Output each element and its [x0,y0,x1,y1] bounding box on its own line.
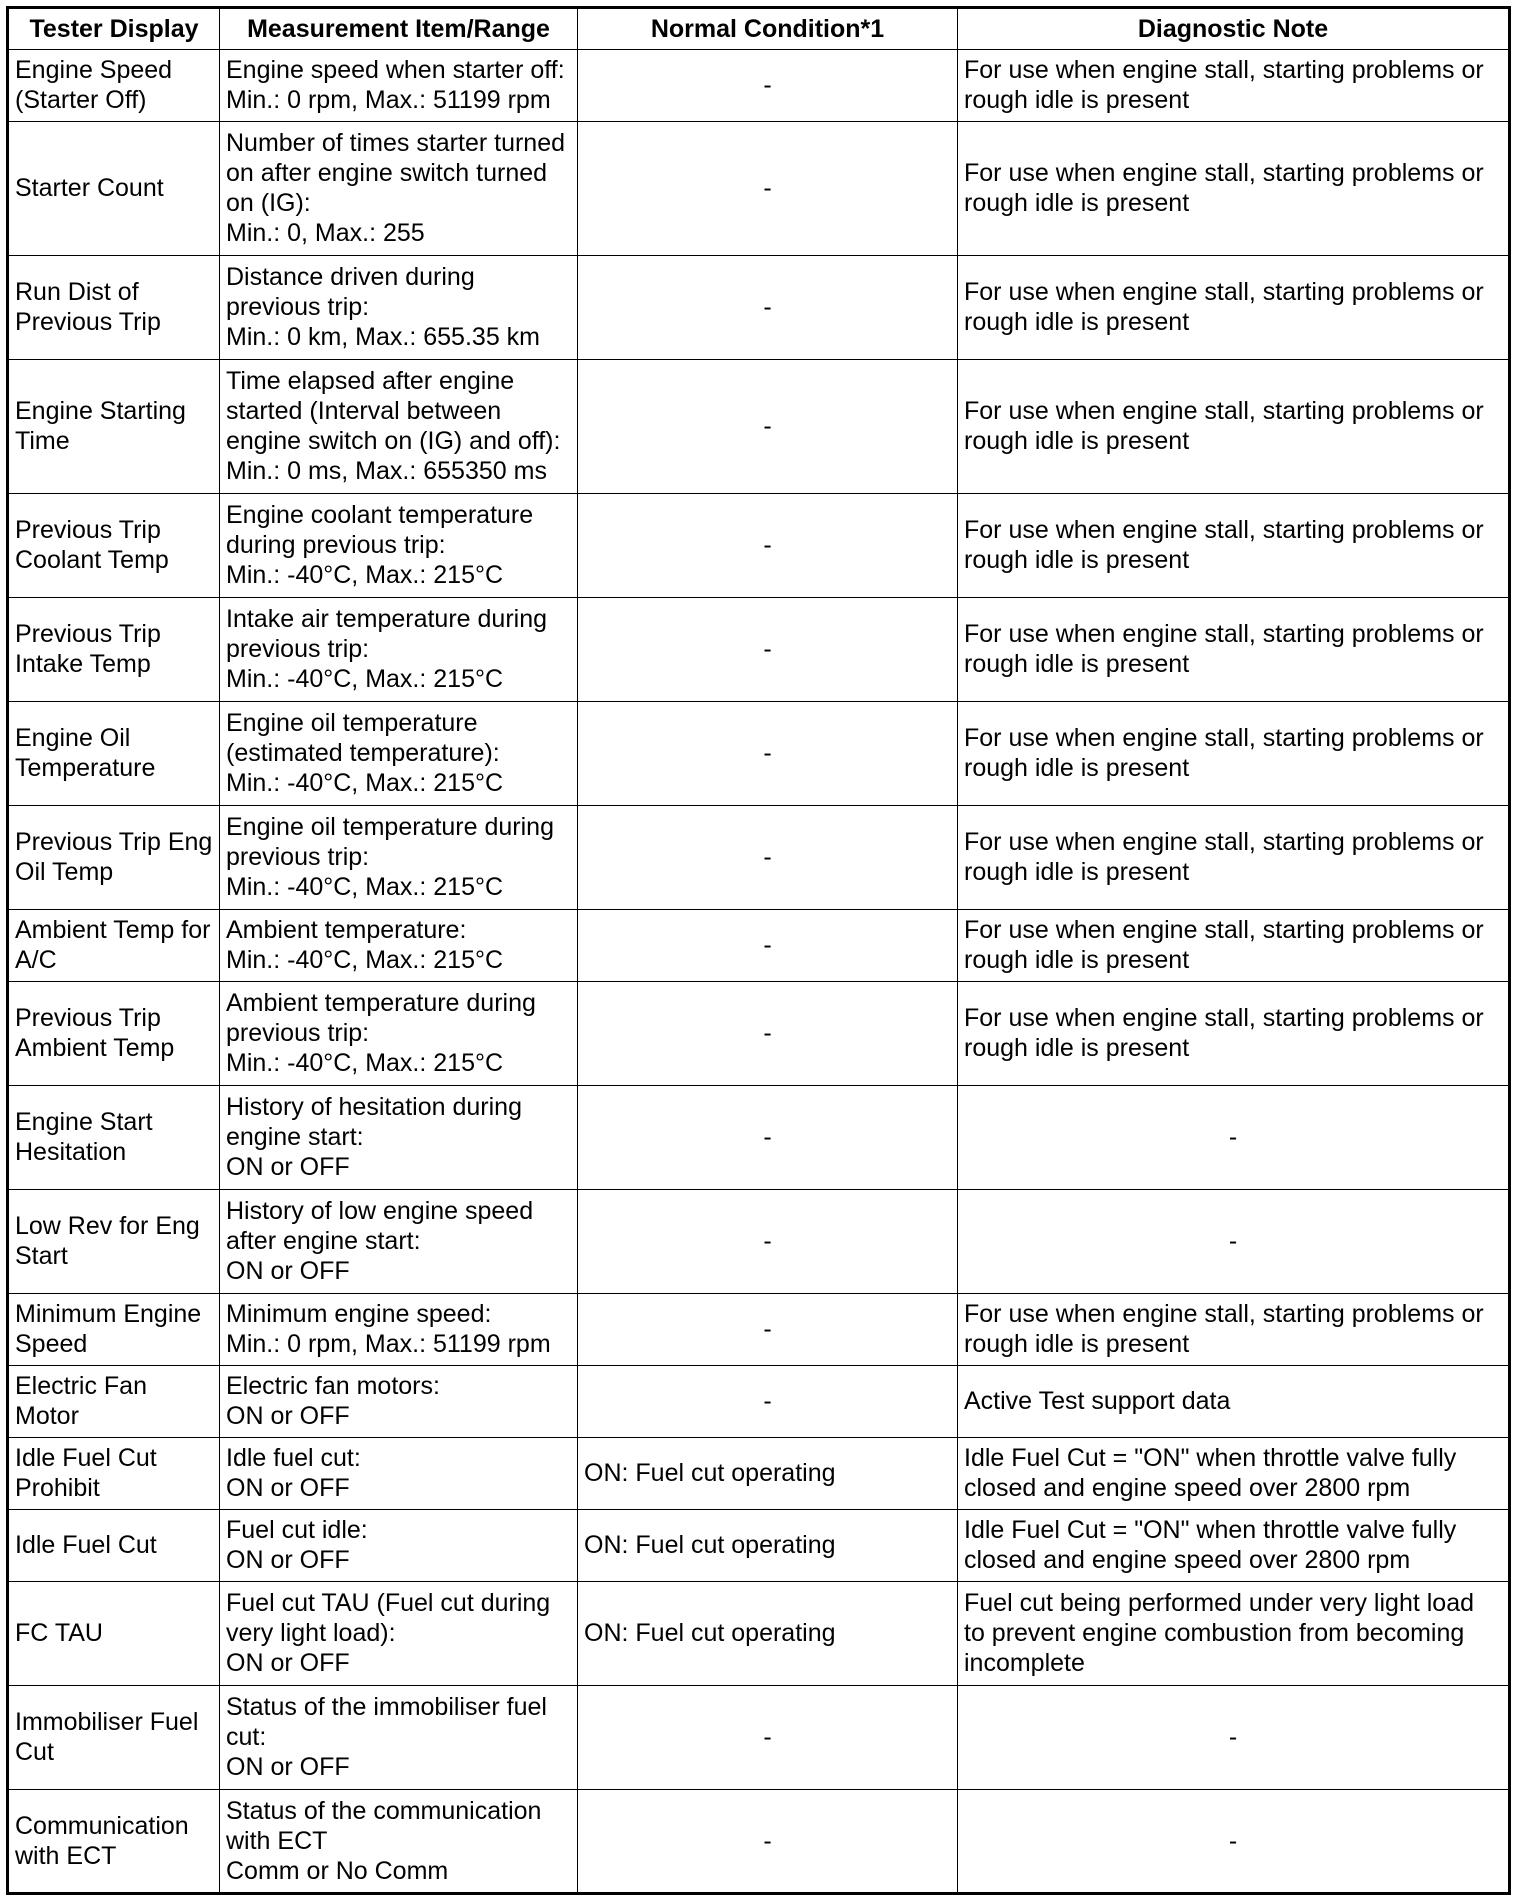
cell-diagnostic-note: - [958,1790,1510,1894]
cell-diagnostic-note: For use when engine stall, starting problems or rough idle is present [958,806,1510,910]
cell-normal-condition: ON: Fuel cut operating [578,1510,958,1582]
cell-diagnostic-note: For use when engine stall, starting problems or rough idle is present [958,702,1510,806]
cell-measurement-range: Minimum engine speed: Min.: 0 rpm, Max.: 51199 rpm [220,1294,578,1366]
table-row [8,1582,1510,1686]
cell-diagnostic-note: - [958,1086,1510,1190]
cell-normal-condition: - [578,256,958,360]
cell-diagnostic-note: Active Test support data [958,1366,1510,1438]
table-row [8,256,1510,360]
cell-normal-condition: - [578,122,958,256]
table-row [8,702,1510,806]
cell-measurement-range: Fuel cut TAU (Fuel cut during very light load): ON or OFF [220,1582,578,1686]
cell-tester-display: Immobiliser Fuel Cut [8,1686,220,1790]
cell-normal-condition: - [578,910,958,982]
cell-tester-display: Engine Oil Temperature [8,702,220,806]
cell-diagnostic-note: Idle Fuel Cut = "ON" when throttle valve fully closed and engine speed over 2800 rpm [958,1438,1510,1510]
cell-normal-condition: - [578,702,958,806]
cell-normal-condition: - [578,494,958,598]
cell-diagnostic-note: For use when engine stall, starting problems or rough idle is present [958,598,1510,702]
cell-measurement-range: Fuel cut idle: ON or OFF [220,1510,578,1582]
table-row [8,1366,1510,1438]
cell-tester-display: Ambient Temp for A/C [8,910,220,982]
table-row [8,1086,1510,1190]
cell-tester-display: Previous Trip Intake Temp [8,598,220,702]
cell-tester-display: Engine Speed (Starter Off) [8,50,220,122]
cell-normal-condition: - [578,1086,958,1190]
table-row [8,1438,1510,1510]
header-diagnostic-note: Diagnostic Note [958,8,1510,50]
cell-normal-condition: - [578,1686,958,1790]
cell-measurement-range: Time elapsed after engine started (Interval between engine switch on (IG) and off): Min.: 0 ms, Max.: 655350 ms [220,360,578,494]
cell-normal-condition: - [578,806,958,910]
table-row [8,598,1510,702]
cell-tester-display: Run Dist of Previous Trip [8,256,220,360]
cell-diagnostic-note: For use when engine stall, starting problems or rough idle is present [958,50,1510,122]
cell-measurement-range: Status of the communication with ECT Comm or No Comm [220,1790,578,1894]
table-row [8,494,1510,598]
cell-tester-display: Previous Trip Eng Oil Temp [8,806,220,910]
cell-measurement-range: Status of the immobiliser fuel cut: ON or OFF [220,1686,578,1790]
cell-tester-display: Idle Fuel Cut [8,1510,220,1582]
cell-diagnostic-note: For use when engine stall, starting problems or rough idle is present [958,256,1510,360]
cell-tester-display: Starter Count [8,122,220,256]
table-row [8,910,1510,982]
cell-tester-display: Communication with ECT [8,1790,220,1894]
cell-normal-condition: - [578,1190,958,1294]
cell-measurement-range: Ambient temperature: Min.: -40°C, Max.: 215°C [220,910,578,982]
cell-tester-display: Electric Fan Motor [8,1366,220,1438]
table-row [8,1510,1510,1582]
cell-measurement-range: History of hesitation during engine start: ON or OFF [220,1086,578,1190]
cell-diagnostic-note: For use when engine stall, starting problems or rough idle is present [958,494,1510,598]
cell-measurement-range: Ambient temperature during previous trip: Min.: -40°C, Max.: 215°C [220,982,578,1086]
table-row [8,122,1510,256]
cell-tester-display: Minimum Engine Speed [8,1294,220,1366]
cell-tester-display: FC TAU [8,1582,220,1686]
table-row [8,1190,1510,1294]
table-row [8,982,1510,1086]
cell-normal-condition: - [578,1366,958,1438]
cell-normal-condition: - [578,50,958,122]
cell-measurement-range: History of low engine speed after engine start: ON or OFF [220,1190,578,1294]
cell-tester-display: Engine Starting Time [8,360,220,494]
cell-normal-condition: ON: Fuel cut operating [578,1582,958,1686]
table-row [8,1686,1510,1790]
cell-diagnostic-note: Idle Fuel Cut = "ON" when throttle valve fully closed and engine speed over 2800 rpm [958,1510,1510,1582]
cell-measurement-range: Idle fuel cut: ON or OFF [220,1438,578,1510]
cell-diagnostic-note: - [958,1190,1510,1294]
cell-measurement-range: Distance driven during previous trip: Min.: 0 km, Max.: 655.35 km [220,256,578,360]
cell-diagnostic-note: For use when engine stall, starting problems or rough idle is present [958,982,1510,1086]
cell-measurement-range: Engine oil temperature during previous trip: Min.: -40°C, Max.: 215°C [220,806,578,910]
table-row [8,50,1510,122]
table-row [8,806,1510,910]
cell-tester-display: Low Rev for Eng Start [8,1190,220,1294]
table-row [8,1294,1510,1366]
cell-measurement-range: Intake air temperature during previous trip: Min.: -40°C, Max.: 215°C [220,598,578,702]
cell-diagnostic-note: For use when engine stall, starting problems or rough idle is present [958,360,1510,494]
table-header-row [8,8,1510,50]
table-row [8,360,1510,494]
cell-normal-condition: - [578,1790,958,1894]
cell-tester-display: Idle Fuel Cut Prohibit [8,1438,220,1510]
diagnostic-table-container [6,6,1508,1895]
cell-diagnostic-note: Fuel cut being performed under very light load to prevent engine combustion from becoming incomplete [958,1582,1510,1686]
cell-normal-condition: - [578,360,958,494]
header-tester-display: Tester Display [8,8,220,50]
cell-diagnostic-note: - [958,1686,1510,1790]
cell-diagnostic-note: For use when engine stall, starting problems or rough idle is present [958,122,1510,256]
cell-normal-condition: - [578,982,958,1086]
cell-normal-condition: ON: Fuel cut operating [578,1438,958,1510]
cell-measurement-range: Number of times starter turned on after engine switch turned on (IG): Min.: 0, Max.: 255 [220,122,578,256]
table-row [8,1790,1510,1894]
cell-tester-display: Previous Trip Ambient Temp [8,982,220,1086]
cell-tester-display: Engine Start Hesitation [8,1086,220,1190]
cell-measurement-range: Engine oil temperature (estimated temperature): Min.: -40°C, Max.: 215°C [220,702,578,806]
cell-diagnostic-note: For use when engine stall, starting problems or rough idle is present [958,910,1510,982]
cell-normal-condition: - [578,598,958,702]
cell-measurement-range: Engine coolant temperature during previous trip: Min.: -40°C, Max.: 215°C [220,494,578,598]
cell-diagnostic-note: For use when engine stall, starting problems or rough idle is present [958,1294,1510,1366]
diagnostic-data-table [6,6,1511,1895]
header-normal-condition: Normal Condition*1 [578,8,958,50]
cell-tester-display: Previous Trip Coolant Temp [8,494,220,598]
cell-measurement-range: Electric fan motors: ON or OFF [220,1366,578,1438]
header-measurement-item: Measurement Item/Range [220,8,578,50]
cell-measurement-range: Engine speed when starter off: Min.: 0 rpm, Max.: 51199 rpm [220,50,578,122]
cell-normal-condition: - [578,1294,958,1366]
